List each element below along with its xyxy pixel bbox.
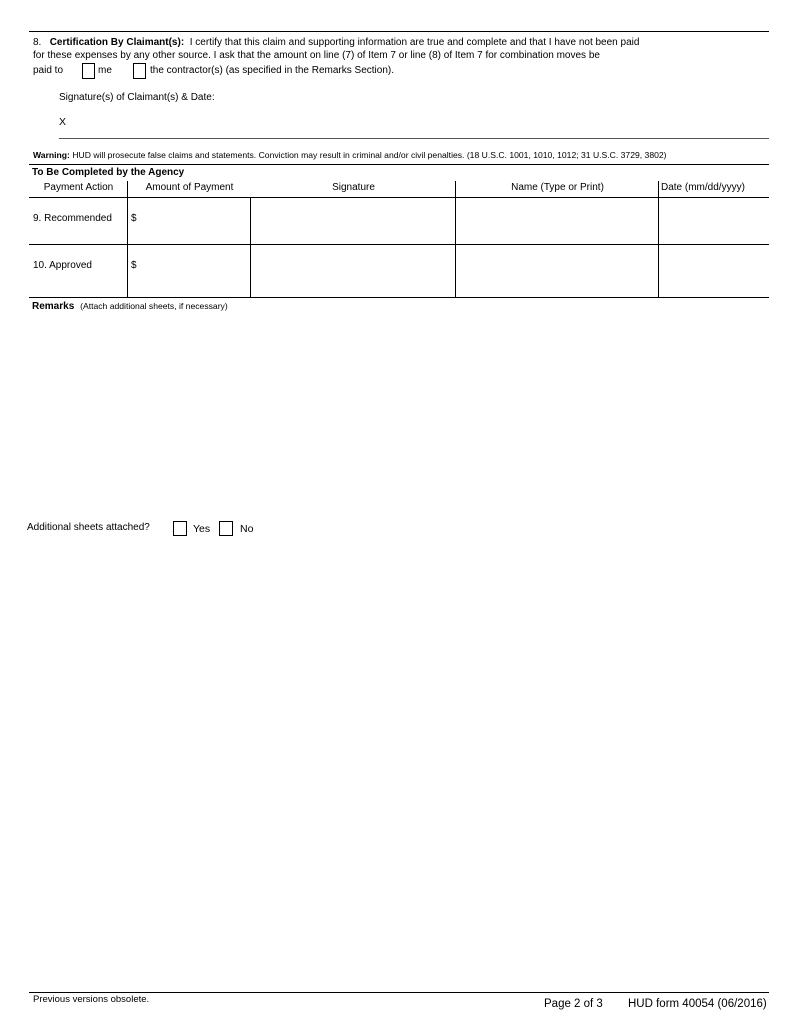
signature-line[interactable] [59, 138, 769, 139]
certification-line-2 [33, 50, 600, 61]
table-bottom-rule [29, 297, 769, 298]
certification-text-2: for these expenses by any other source. I ask that the amount on line (7) of Item 7 or line (8) of Item 7 for combination moves be [33, 50, 600, 61]
no-checkbox[interactable] [219, 521, 233, 536]
col-header-name: Name (Type or Print) [511, 182, 604, 193]
col-header-date: Date (mm/dd/yyyy) [661, 182, 745, 193]
row-recommended-amount[interactable]: $ [131, 213, 137, 224]
row-approved-signature[interactable] [251, 245, 455, 297]
row-recommended-signature[interactable] [251, 198, 455, 244]
col-divider-1 [127, 181, 128, 297]
certification-line-1 [33, 37, 639, 48]
row-recommended-name[interactable] [456, 198, 658, 244]
warning-text: HUD will prosecute false claims and statements. Conviction may result in criminal and/or civil penalties. (18 U.S.C. 1001, 1010, 1012; 31 U.S.C. 3729, 3802) [72, 150, 667, 160]
remarks-label: Remarks [32, 301, 75, 312]
certification-number: 8. [33, 37, 42, 48]
me-label: me [98, 65, 112, 76]
col-header-signature: Signature [332, 182, 375, 193]
row-approved-date[interactable] [659, 245, 769, 297]
warning [33, 150, 667, 160]
footer-page: Page 2 of 3 [544, 998, 603, 1010]
footer-rule [29, 992, 769, 993]
paid-to-label: paid to [33, 65, 64, 76]
row-approved-name[interactable] [456, 245, 658, 297]
remarks-hint: (Attach additional sheets, if necessary) [80, 301, 228, 311]
additional-question: Additional sheets attached? [27, 522, 150, 533]
contractor-checkbox[interactable] [133, 63, 146, 79]
row-recommended-date[interactable] [659, 198, 769, 244]
certification-title: Certification By Claimant(s): [49, 37, 185, 48]
me-checkbox[interactable] [82, 63, 95, 79]
signature-label: Signature(s) of Claimant(s) & Date: [59, 92, 215, 103]
row-approved-action: 10. Approved [33, 260, 92, 271]
agency-heading: To Be Completed by the Agency [32, 167, 185, 178]
col-header-payment-action: Payment Action [43, 182, 114, 193]
certification-text-1: I certify that this claim and supporting information are true and complete and that I have not been paid [189, 37, 640, 48]
warning-label: Warning: [33, 150, 70, 160]
yes-checkbox[interactable] [173, 521, 187, 536]
no-label: No [240, 523, 254, 535]
yes-label: Yes [193, 523, 211, 535]
top-rule [29, 31, 769, 32]
row-approved-amount[interactable]: $ [131, 260, 137, 271]
remarks-area[interactable] [29, 315, 769, 515]
col-header-amount: Amount of Payment [145, 182, 234, 193]
remarks-heading [32, 300, 228, 312]
footer-form: HUD form 40054 (06/2016) [628, 998, 767, 1010]
signature-mark: X [59, 116, 67, 128]
footer-note: Previous versions obsolete. [33, 994, 150, 1005]
warning-rule [29, 164, 769, 165]
contractor-label: the contractor(s) (as specified in the Remarks Section). [150, 65, 394, 76]
row-recommended-action: 9. Recommended [33, 213, 112, 224]
